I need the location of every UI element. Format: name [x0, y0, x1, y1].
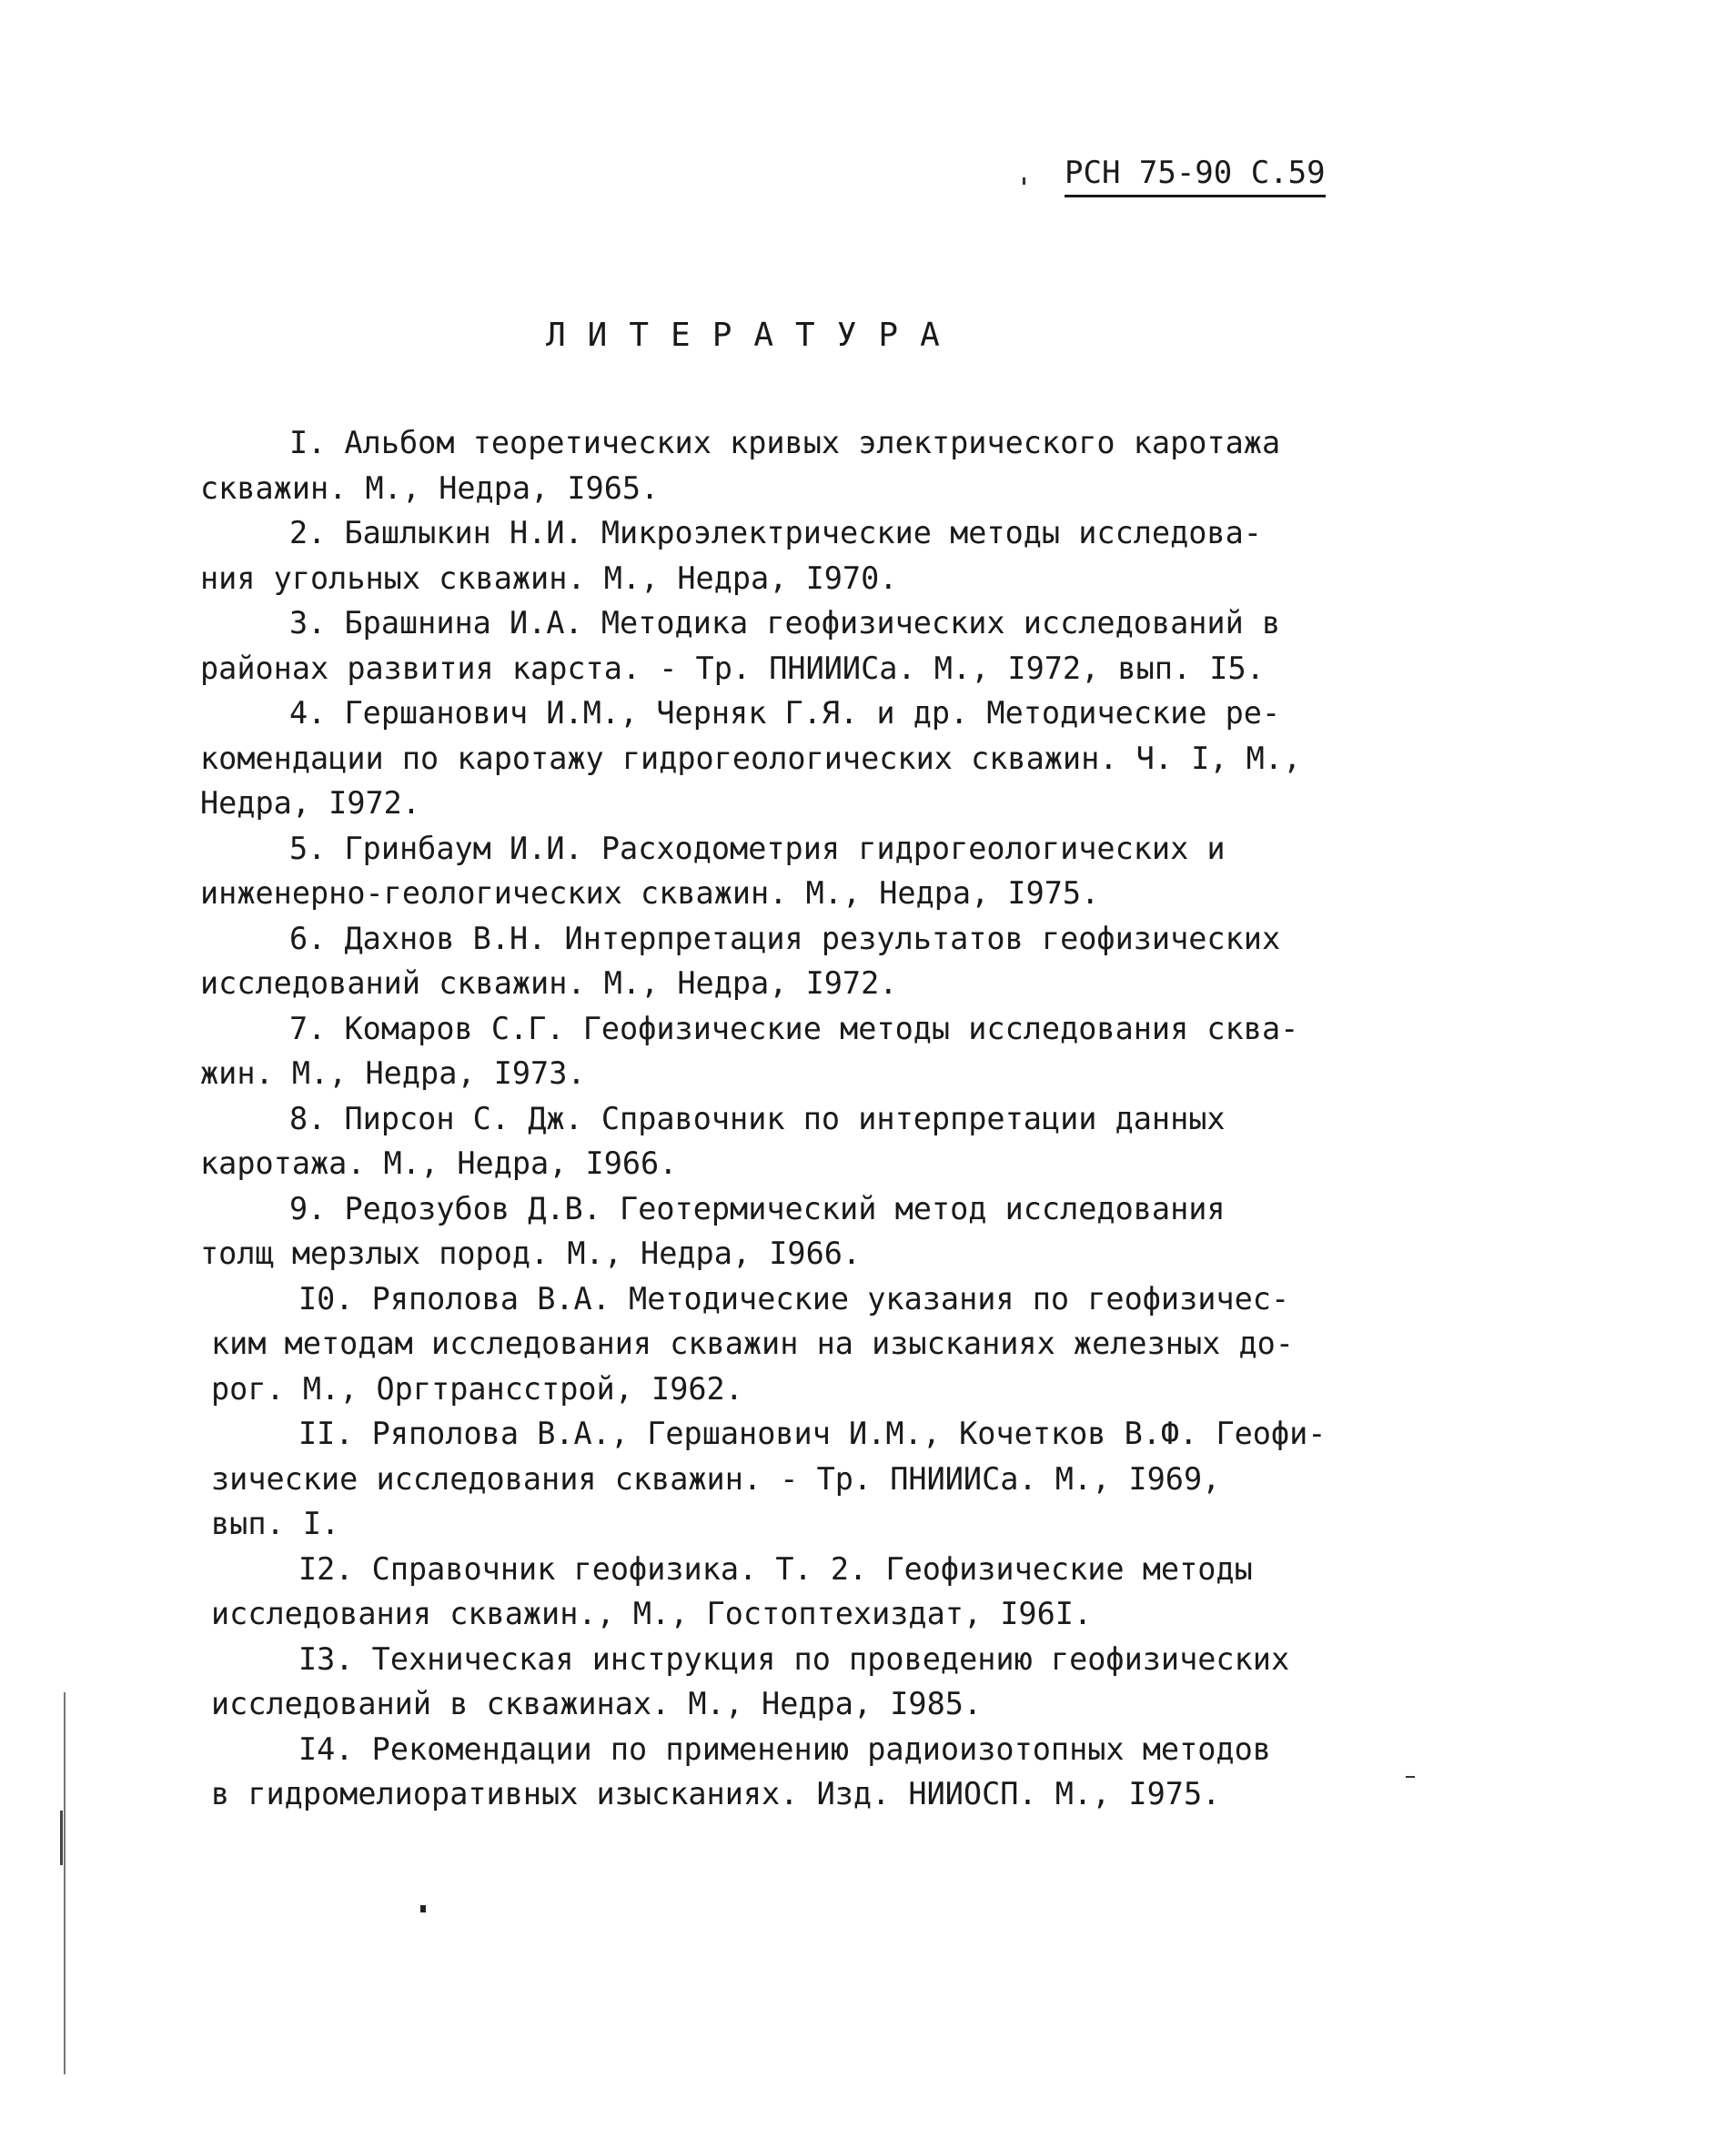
- reference-item: [200, 600, 1383, 691]
- reference-item: [200, 1276, 1383, 1412]
- reference-continuation-line: каротажа. М., Недра, I966.: [200, 1145, 678, 1181]
- reference-continuation-line: ния угольных скважин. М., Недра, I970.: [200, 560, 898, 596]
- reference-item: [200, 1186, 1383, 1276]
- reference-first-line: II. Ряполова В.А., Гершанович И.М., Кочетков В.Ф. Геофи-: [298, 1416, 1327, 1451]
- reference-continuation-line: зические исследования скважин. - Тр. ПНИИИСа. М., I969,: [211, 1460, 1221, 1497]
- reference-first-line: I2. Справочник геофизика. Т. 2. Геофизические методы: [298, 1550, 1253, 1587]
- reference-item: [200, 916, 1383, 1006]
- scan-dot: [1406, 1776, 1415, 1778]
- reference-first-line: 8. Пирсон С. Дж. Справочник по интерпретации данных: [289, 1100, 1226, 1136]
- reference-item: [200, 1411, 1383, 1547]
- section-title: ЛИТЕРАТУРА: [546, 317, 962, 354]
- reference-continuation-line: вып. I.: [211, 1506, 340, 1541]
- reference-item: [200, 1006, 1383, 1096]
- reference-first-line: 4. Гершанович И.М., Черняк Г.Я. и др. Методические ре-: [289, 695, 1281, 731]
- reference-continuation-line: скважин. М., Недра, I965.: [200, 469, 660, 506]
- reference-continuation-line: исследования скважин., М., Гостоптехиздат, I96I.: [211, 1596, 1093, 1631]
- reference-continuation-line: инженерно-геологических скважин. М., Недра, I975.: [200, 875, 1100, 911]
- reference-first-line: 3. Брашнина И.А. Методика геофизических исследований в: [289, 605, 1281, 641]
- scan-edge-mark: [60, 1811, 63, 1865]
- reference-item: [200, 1096, 1383, 1186]
- scan-edge-mark: [64, 1692, 66, 2074]
- reference-first-line: I4. Рекомендации по применению радиоизотопных методов: [298, 1730, 1271, 1767]
- reference-first-line: I0. Ряполова В.А. Методические указания по геофизичес-: [298, 1280, 1290, 1317]
- reference-continuation-line: рог. М., Оргтрансстрой, I962.: [211, 1370, 743, 1407]
- reference-first-line: 9. Редозубов Д.В. Геотермический метод исследования: [289, 1190, 1226, 1226]
- reference-continuation-line: исследований в скважинах. М., Недра, I985.: [211, 1686, 983, 1721]
- reference-continuation-line: в гидромелиоративных изысканиях. Изд. НИИОСП. М., I975.: [211, 1776, 1221, 1811]
- page-code: РСН 75-90 С.59: [1065, 155, 1326, 197]
- reference-continuation-line: Недра, I972.: [200, 785, 421, 821]
- reference-first-line: I. Альбом теоретических кривых электрического каротажа: [289, 425, 1281, 460]
- reference-first-line: 2. Башлыкин Н.И. Микроэлектрические методы исследова-: [289, 515, 1262, 550]
- reference-first-line: 7. Комаров С.Г. Геофизические методы исследования сква-: [289, 1010, 1299, 1046]
- reference-continuation-line: исследований скважин. М., Недра, I972.: [200, 965, 898, 1001]
- reference-first-line: 5. Гринбаум И.И. Расходометрия гидрогеологических и: [289, 830, 1226, 866]
- reference-item: [200, 420, 1383, 510]
- reference-item: [200, 691, 1383, 826]
- reference-item: [200, 1727, 1383, 1817]
- reference-first-line: I3. Техническая инструкция по проведению геофизических: [298, 1640, 1290, 1677]
- reference-continuation-line: жин. М., Недра, I973.: [200, 1055, 586, 1091]
- scan-dot: [420, 1905, 426, 1912]
- reference-item: [200, 510, 1383, 600]
- reference-continuation-line: ким методам исследования скважин на изысканиях железных до-: [211, 1326, 1294, 1361]
- reference-continuation-line: районах развития карста. - Тр. ПНИИИСа. М., I972, вып. I5.: [200, 650, 1265, 686]
- reference-continuation-line: комендации по каротажу гидрогеологических скважин. Ч. I, М.,: [200, 740, 1302, 776]
- scan-dot: [1023, 177, 1025, 185]
- reference-item: [200, 826, 1383, 916]
- reference-list: [200, 420, 1383, 1817]
- reference-item: [200, 1547, 1383, 1637]
- reference-item: [200, 1637, 1383, 1727]
- reference-continuation-line: толщ мерзлых пород. М., Недра, I966.: [200, 1236, 862, 1271]
- reference-first-line: 6. Дахнов В.Н. Интерпретация результатов геофизических: [289, 920, 1281, 956]
